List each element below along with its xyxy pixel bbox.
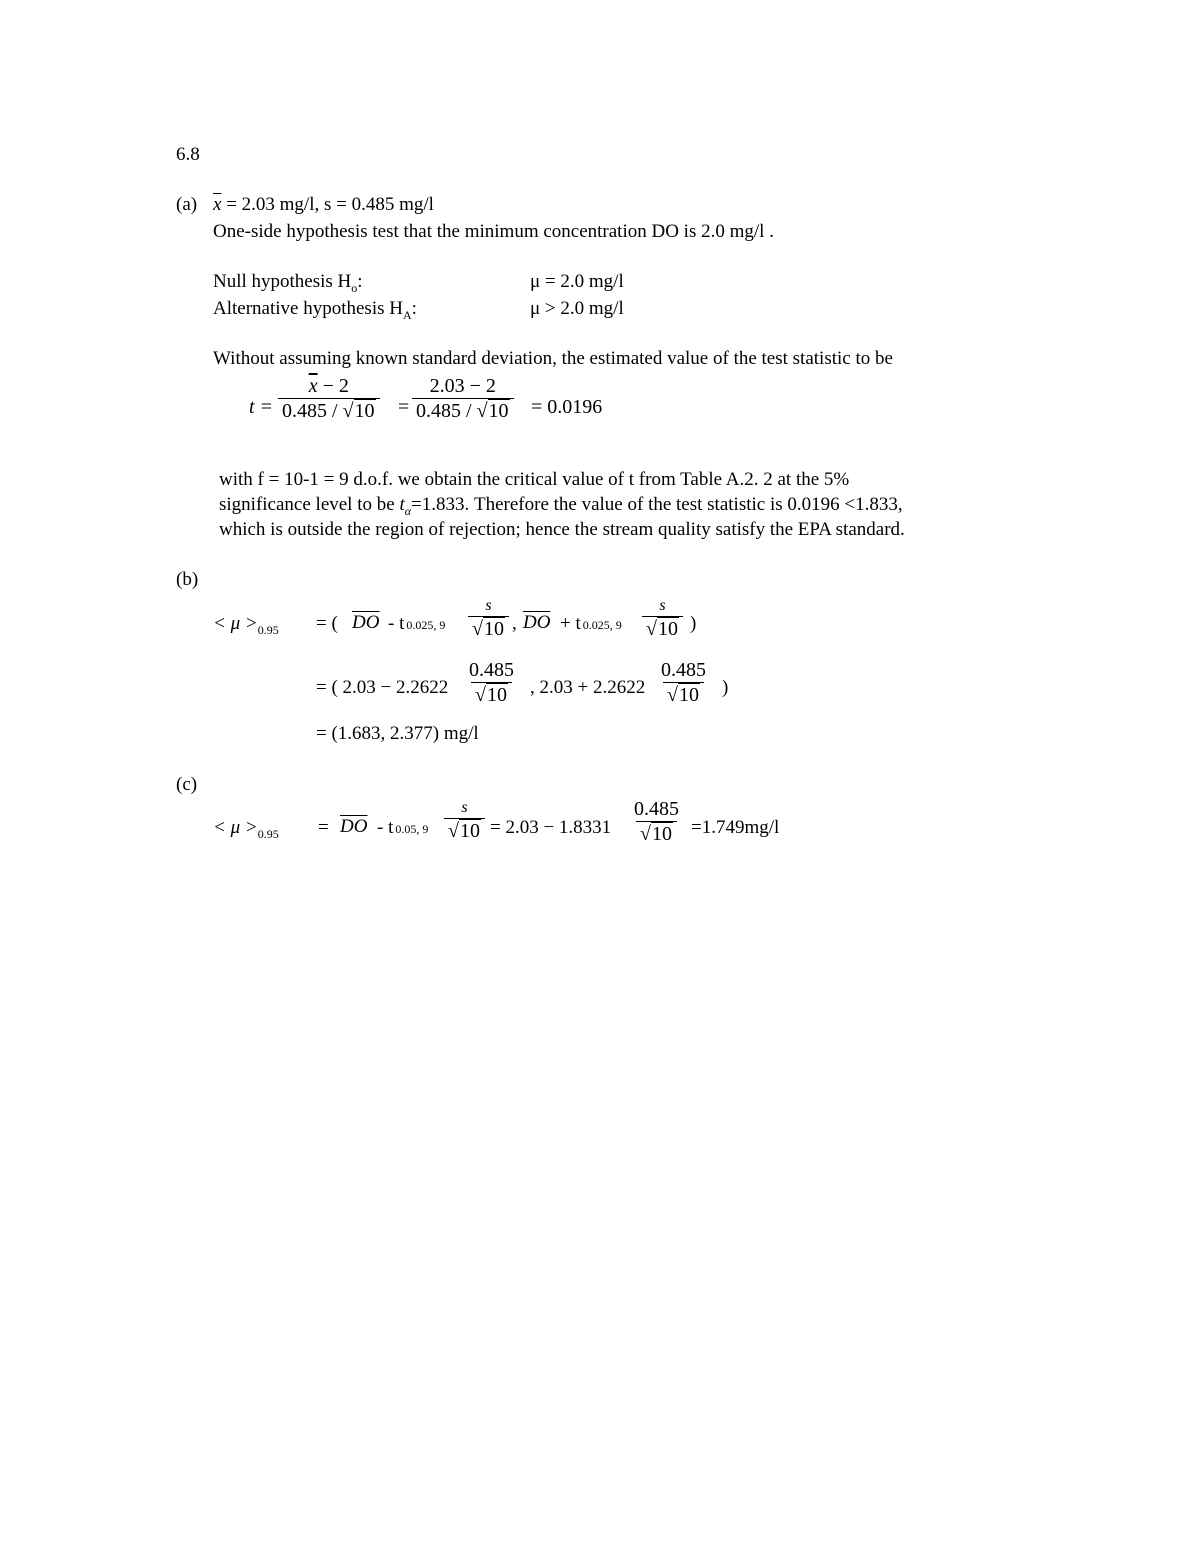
lower-bound-lhs: < $\mu >_{0.95}$ — [213, 817, 279, 841]
s-over-sqrt10-b: s √10 — [642, 598, 683, 639]
sqrt-icon: √10 — [646, 618, 678, 640]
problem-number: 6.8 — [176, 144, 200, 165]
t-result: = 0.0196 — [531, 396, 603, 418]
do-bar: $\overline{DO}$ — [352, 612, 380, 633]
t-fraction-numeric: $\frac{2.03 - 2}{0.485 / √10}$ — [412, 376, 514, 421]
alt-hypothesis-label: Alternative hypothesis $H_A$: — [213, 298, 417, 322]
test-statistic-intro: Without assuming known standard deviation, the estimated value of the test statistic to be — [213, 348, 893, 369]
numeric-fraction-c: $\frac{0.485}{√10}$ — [634, 798, 679, 845]
null-hypothesis-value: μ = 2.0 mg/l — [530, 271, 624, 292]
interval-result: = (1.683, 2.377) mg/l — [316, 723, 479, 744]
t-equals: t = — [249, 396, 274, 418]
hypothesis-description: One-side hypothesis test that the minimum concentration DO is 2.0 mg/l . — [213, 221, 774, 242]
lower-bound-result: =1.749mg/l — [691, 817, 780, 838]
interval-numeric-open: = ( 2.03 − 2.2622 — [316, 677, 449, 698]
sqrt-icon: √10 — [475, 684, 507, 706]
lower-bound-mid: = 2.03 − 1.8331 — [490, 817, 612, 838]
plus-t: + t 0.025, 9 — [560, 613, 622, 634]
part-a-summary-line — [213, 195, 434, 214]
null-hypothesis-label: Null hypothesis $H_o$: — [213, 271, 363, 295]
part-a-label: (a) — [176, 194, 198, 215]
equals-sign: = — [398, 396, 410, 418]
part-c-label: (c) — [176, 774, 198, 795]
minus-t-c: - t 0.05, 9 — [377, 817, 429, 838]
sample-summary: = 2.03 mg/l, s = 0.485 mg/l — [226, 194, 434, 215]
mean-interval-lhs: < $\mu >_{0.95}$ — [213, 613, 279, 637]
s-over-sqrt10-a: s √10 — [468, 598, 509, 639]
null-subscript: o — [351, 280, 358, 295]
sqrt-icon: √10 — [667, 684, 699, 706]
numeric-fraction-a: $\frac{0.485}{√10}$ — [469, 659, 514, 706]
do-bar-2: $\overline{DO}$ — [523, 612, 551, 633]
s-over-sqrt10-c: s √10 — [444, 800, 485, 841]
sqrt-icon: √10 — [476, 400, 509, 422]
t-fraction-symbolic: $\frac{\overline{x} - 2}{0.485 / √10}$ — [278, 376, 380, 421]
conclusion-line-3: which is outside the region of rejection; hence the stream quality satisfy the EPA standard. — [219, 519, 905, 540]
minus-t: - t 0.025, 9 — [388, 613, 446, 634]
xbar-symbol: $\overline{x}$ — [213, 194, 222, 215]
alt-hypothesis-value: μ > 2.0 mg/l — [530, 298, 624, 319]
lower-bound-equals: = — [318, 817, 329, 838]
t-alpha: $t_\alpha$ — [399, 494, 412, 518]
conclusion-line-1: with f = 10-1 = 9 d.o.f. we obtain the critical value of t from Table A.2. 2 at the 5% — [219, 469, 850, 490]
sqrt-icon: √10 — [448, 820, 480, 842]
interval-open: = ( — [316, 613, 338, 634]
part-b-label: (b) — [176, 569, 199, 590]
sqrt-icon: √10 — [640, 823, 672, 845]
do-bar-c: $\overline{DO}$ — [340, 816, 368, 837]
interval-numeric-mid: , 2.03 + 2.2622 — [530, 677, 646, 698]
numeric-fraction-b: $\frac{0.485}{√10}$ — [661, 659, 706, 706]
conclusion-line-2: significance level to be $t_\alpha=1.833$. Therefore the value of the test statistic is 0.0196 <1.833, — [219, 494, 903, 518]
interval-numeric-close: ) — [722, 677, 729, 698]
sqrt-icon: √10 — [342, 400, 375, 422]
sqrt-icon: √10 — [472, 618, 504, 640]
interval-close: ) — [690, 613, 697, 634]
alt-subscript: A — [402, 307, 412, 322]
interval-comma: , — [512, 613, 517, 634]
